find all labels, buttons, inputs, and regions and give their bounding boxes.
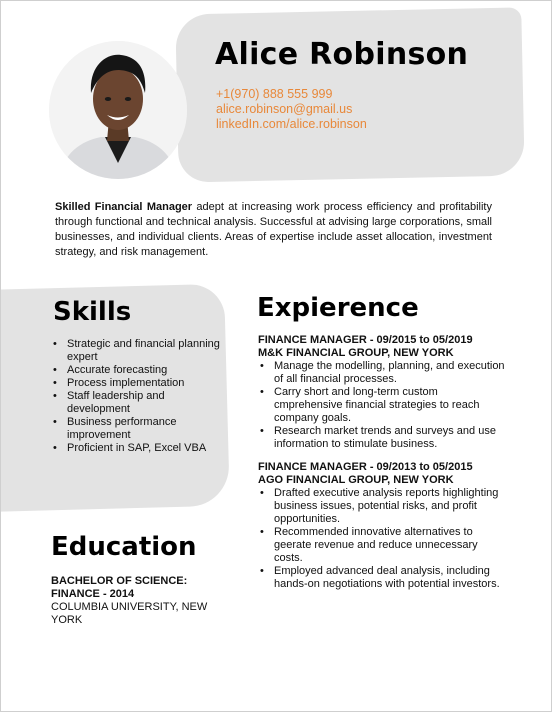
linkedin-link[interactable]: linkedIn.com/alice.robinson [216, 117, 367, 131]
skill-item: • Strategic and financial planning expert [53, 338, 223, 364]
summary-text: adept at increasing work process efficiency and profitability through functional and technical analysis. Successful at advising large corporations, small businesses, and individual clients. Areas of expertise include asset allocation, investment strategy, and risk management. [55, 201, 492, 258]
phone-text[interactable]: +1(970) 888 555 999 [216, 87, 333, 101]
education-school: COLUMBIA UNIVERSITY, NEW YORK [51, 601, 208, 626]
skills-list [53, 338, 223, 455]
skill-item: • Business performance improvement [53, 416, 223, 442]
skill-item: • Accurate forecasting [53, 364, 223, 377]
skill-item: • Process implementation [53, 377, 223, 390]
job-company: AGO FINANCIAL GROUP, NEW YORK [258, 474, 454, 486]
professional-summary [55, 200, 492, 260]
job-bullet: • Employed advanced deal analysis, including hands-on negotiations with potential investors. [258, 565, 508, 591]
job-role: FINANCE MANAGER - 09/2013 to 05/2015 [258, 461, 473, 473]
job-bullet: • Drafted executive analysis reports highlighting business issues, potential risks, and profit opportunities. [258, 487, 508, 526]
email-link[interactable]: alice.robinson@gmail.us [216, 102, 353, 116]
profile-photo [49, 41, 187, 179]
experience-entry [258, 334, 508, 451]
skill-item: • Staff leadership and development [53, 390, 223, 416]
experience-heading: Expierence [257, 293, 419, 323]
job-bullets [258, 360, 508, 451]
experience-entry [258, 461, 508, 591]
skills-heading: Skills [53, 297, 132, 327]
job-bullet: • Carry short and long-term custom cmprehensive financial strategies to reach company goals. [258, 386, 508, 425]
job-bullet: • Recommended innovative alternatives to geerate revenue and reduce unnecessary costs. [258, 526, 508, 565]
education-degree: BACHELOR OF SCIENCE: FINANCE - 2014 [51, 575, 188, 600]
job-bullet: • Manage the modelling, planning, and execution of all financial processes. [258, 360, 508, 386]
job-role: FINANCE MANAGER - 09/2015 to 05/2019 [258, 334, 473, 346]
candidate-name: Alice Robinson [215, 37, 469, 72]
summary-lead: Skilled Financial Manager [55, 201, 193, 213]
education-heading: Education [51, 532, 197, 562]
job-company: M&K FINANCIAL GROUP, NEW YORK [258, 347, 454, 359]
avatar-portrait-icon [49, 41, 187, 179]
contact-info [216, 87, 367, 132]
job-bullet: • Research market trends and surveys and use information to stimulate business. [258, 425, 508, 451]
skill-item: • Proficient in SAP, Excel VBA [53, 442, 223, 455]
job-bullets [258, 487, 508, 591]
